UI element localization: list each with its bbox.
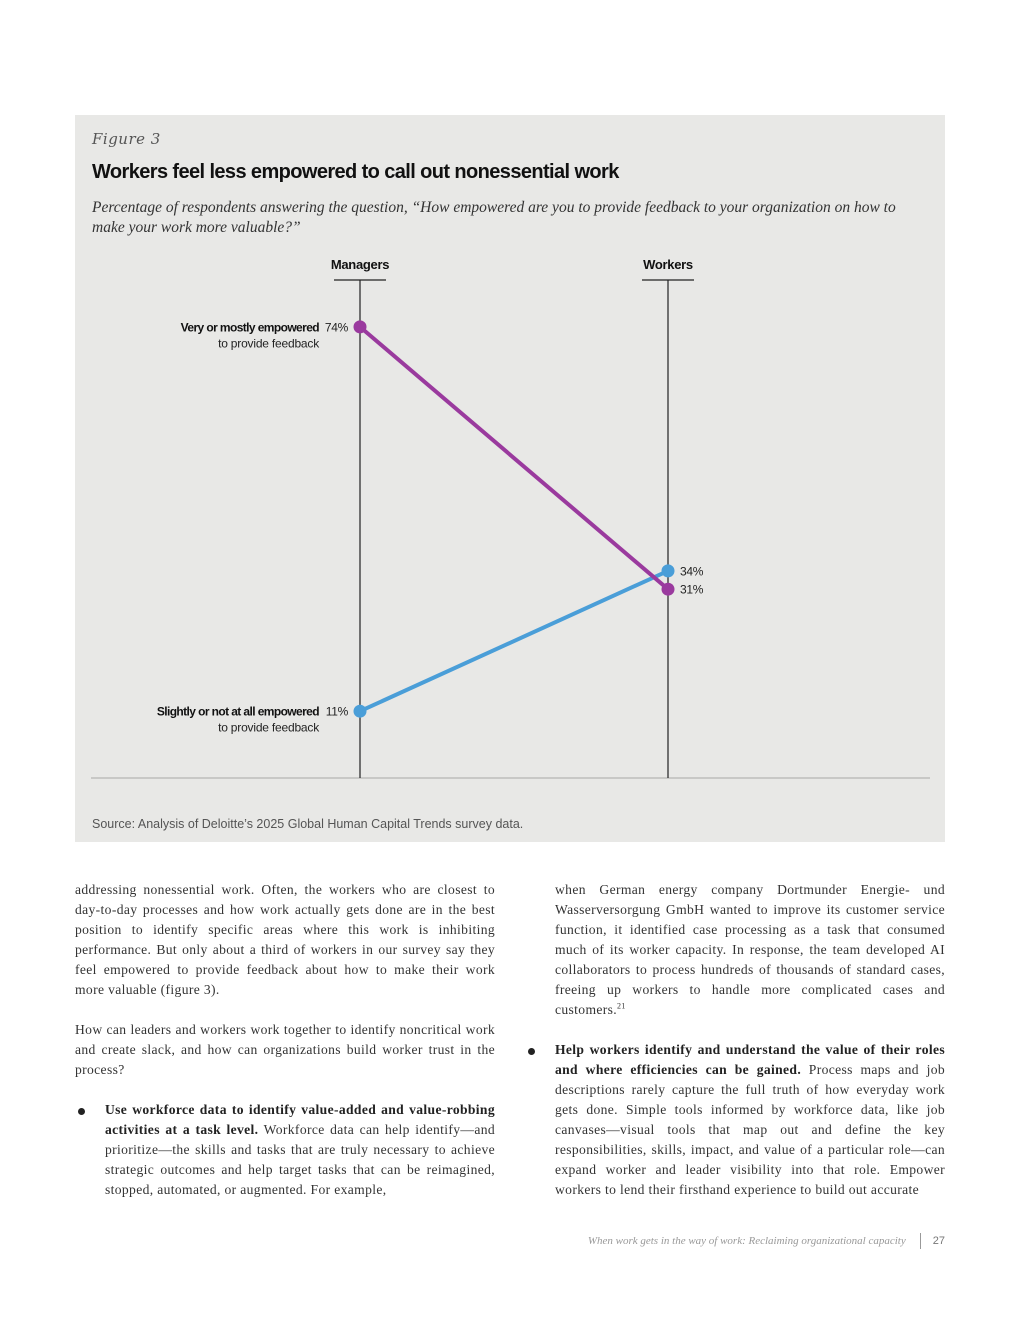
- body-paragraph: How can leaders and workers work together to identify noncritical work and create slack, and how can organizations build worker trust in the process?: [75, 1022, 495, 1077]
- series-sublabel: to provide feedback: [218, 336, 319, 351]
- bullet-text: Workforce data can help identify—and prioritize—the skills and tasks that are truly necessary to achieve strategic outcomes and help target tasks that can be reimagined, stopped, automated, or augmented. For example,: [105, 1122, 495, 1197]
- body-column-left: [75, 880, 495, 1220]
- figure-label: Figure 3: [92, 130, 161, 148]
- bullet-text: Process maps and job descriptions rarely capture the full truth of how everyday work gets done. Simple tools informed by workforce data, like job canvases—visual tools that map out and define the key responsibilities, skills, impact, and value of a particular role—can expand worker and leader visibility into that role. Empower workers to lend their firsthand experience to build out accurate: [555, 1062, 946, 1197]
- figure-title: Workers feel less empowered to call out nonessential work: [92, 161, 619, 183]
- category-label-workers: Workers: [643, 257, 693, 272]
- body-column-right: [525, 880, 945, 1220]
- series-line: [360, 327, 668, 589]
- data-label: 11%: [325, 704, 348, 719]
- bullet-item: [525, 1040, 945, 1200]
- body-paragraph: [525, 880, 945, 1020]
- data-point: [354, 705, 367, 718]
- bullet-dot: [78, 1108, 85, 1115]
- footnote-ref[interactable]: 21: [617, 1001, 626, 1011]
- data-label: 34%: [680, 564, 704, 579]
- footer-title: When work gets in the way of work: Reclaiming organizational capacity: [587, 1235, 906, 1247]
- bullet-heading: Use workforce data to identify value-added and value-robbing activities at a task level.: [105, 1102, 495, 1137]
- footer-divider: [920, 1233, 921, 1249]
- figure-source: Source: Analysis of Deloitte’s 2025 Global Human Capital Trends survey data.: [92, 817, 524, 831]
- category-label-managers: Managers: [330, 257, 390, 272]
- series-line: [360, 571, 668, 711]
- bullet-item: [75, 1100, 495, 1200]
- page-number: 27: [932, 1235, 945, 1247]
- figure-panel: [75, 115, 945, 842]
- data-point: [662, 583, 675, 596]
- figure-subtitle: Percentage of respondents answering the question, “How empowered are you to provide feedback to your organization on how to make your work more valuable?”: [92, 199, 896, 236]
- bullet-heading: Help workers identify and understand the value of their roles and where efficiencies can be gained.: [555, 1042, 945, 1077]
- series-label: Very or mostly empowered: [180, 320, 319, 335]
- series-sublabel: to provide feedback: [218, 720, 319, 735]
- body-paragraph: addressing nonessential work. Often, the workers who are closest to day-to-day processes and how work actually gets done are in the best position to identify specific areas where this work is inhibiting performance. But only about a third of workers in our survey say they feel empowered to provide feedback about how to make their work more valuable (figure 3).: [75, 882, 495, 997]
- data-label: 31%: [680, 582, 704, 597]
- bullet-dot: [528, 1048, 535, 1055]
- paragraph-text: when German energy company Dortmunder Energie- und Wasserversorgung GmbH wanted to improve its customer service function, it identified case processing as a task that consumed much of its worker capacity. In response, the team developed AI collaborators to process hundreds of thousands of standard cases, freeing up workers to handle more complicated cases and customers.: [555, 882, 945, 1017]
- slope-chart: [75, 115, 945, 842]
- page-footer: [588, 1233, 945, 1249]
- data-point: [662, 564, 675, 577]
- data-point: [354, 320, 367, 333]
- series-label: Slightly or not at all empowered: [156, 704, 319, 719]
- data-label: 74%: [324, 320, 348, 335]
